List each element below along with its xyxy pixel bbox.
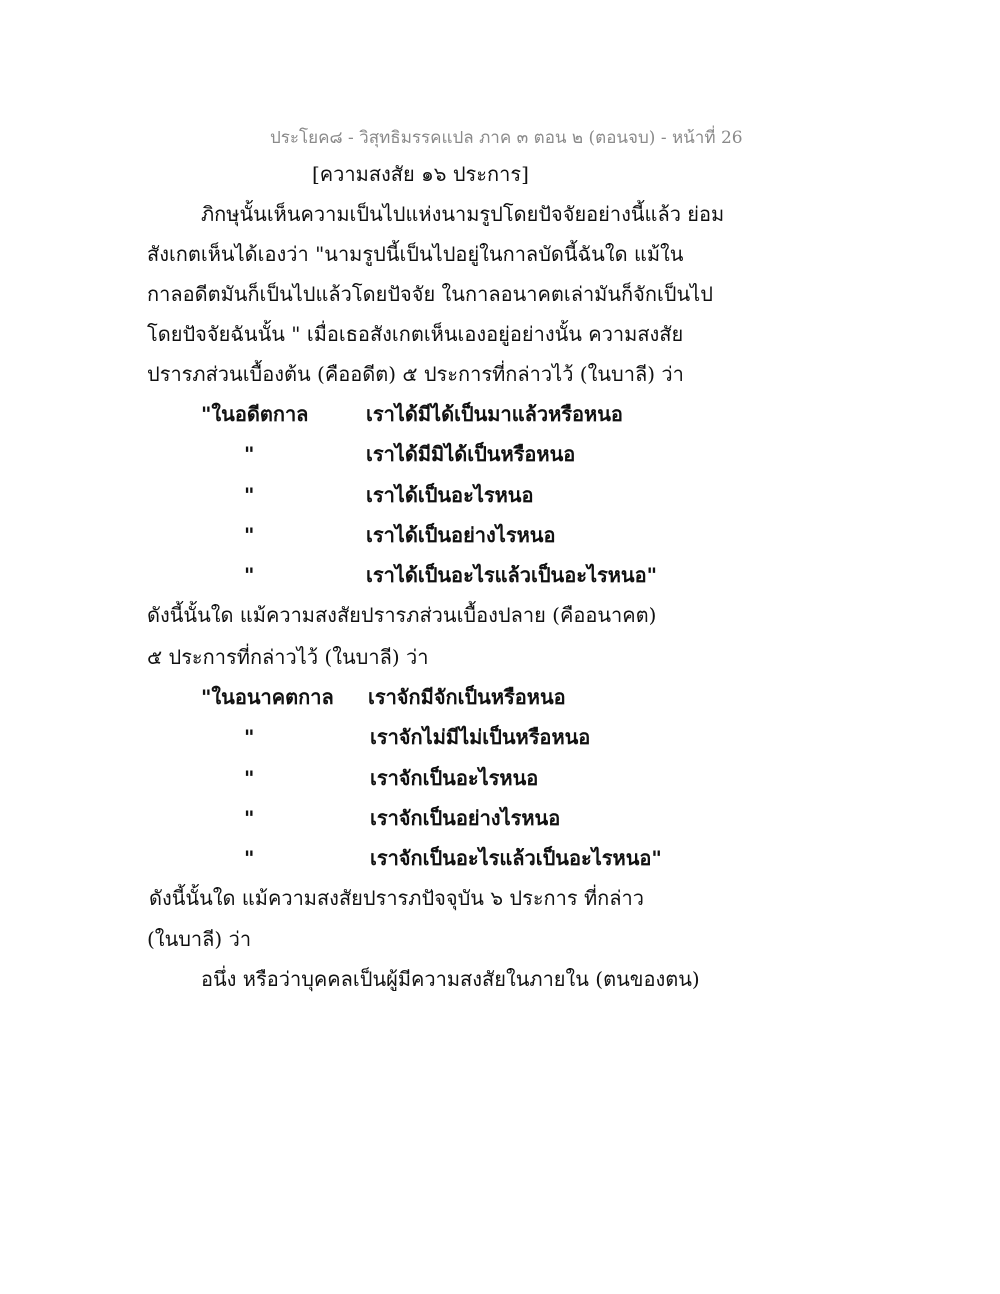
future-doubt-text: เราจักเป็นอย่างไรหนอ [370, 806, 561, 830]
future-doubt-label: "ในอนาคตกาล [201, 685, 334, 709]
future-doubt-label: " [244, 846, 255, 870]
paragraph-4-line-1: อนึ่ง หรือว่าบุคคลเป็นผู้มีความสงสัยในภายใน (ตนของตน) [201, 967, 700, 991]
past-doubt-text: เราได้เป็นอย่างไรหนอ [366, 523, 556, 547]
future-doubt-label: " [244, 766, 255, 790]
past-doubt-label: " [244, 563, 255, 587]
past-doubt-text: เราได้เป็นอะไรหนอ [366, 483, 534, 507]
section-title: [ความสงสัย ๑๖ ประการ] [312, 162, 529, 186]
past-doubt-text: เราได้มีได้เป็นมาแล้วหรือหนอ [366, 402, 623, 426]
paragraph-1-line-5: ปรารภส่วนเบื้องต้น (คืออดีต) ๕ ประการที่กล่าวไว้ (ในบาลี) ว่า [147, 362, 684, 386]
paragraph-3-line-2: (ในบาลี) ว่า [147, 927, 252, 951]
paragraph-2-line-2: ๕ ประการที่กล่าวไว้ (ในบาลี) ว่า [147, 645, 429, 669]
past-doubt-label: "ในอดีตกาล [201, 402, 309, 426]
paragraph-1-line-3: กาลอดีตมันก็เป็นไปแล้วโดยปัจจัย ในกาลอนาคตเล่ามันก็จักเป็นไป [147, 282, 713, 306]
future-doubt-text: เราจักเป็นอะไรแล้วเป็นอะไรหนอ" [370, 846, 662, 870]
future-doubt-label: " [244, 806, 255, 830]
past-doubt-label: " [244, 442, 255, 466]
future-doubt-text: เราจักมีจักเป็นหรือหนอ [368, 685, 566, 709]
paragraph-1-line-2: สังเกตเห็นได้เองว่า "นามรูปนี้เป็นไปอยู่ในกาลบัดนี้ฉันใด แม้ใน [147, 242, 684, 266]
page-header: ประโยค๘ - วิสุทธิมรรคแปล ภาค ๓ ตอน ๒ (ตอนจบ) - หน้าที่ 26 [270, 128, 743, 148]
past-doubt-label: " [244, 483, 255, 507]
future-doubt-text: เราจักไม่มีไม่เป็นหรือหนอ [370, 725, 591, 749]
paragraph-3-line-1: ดังนี้นั้นใด แม้ความสงสัยปรารภปัจจุบัน ๖ ประการ ที่กล่าว [149, 886, 645, 910]
paragraph-2-line-1: ดังนี้นั้นใด แม้ความสงสัยปรารภส่วนเบื้องปลาย (คืออนาคต) [147, 603, 657, 627]
future-doubt-label: " [244, 725, 255, 749]
paragraph-1-line-4: โดยปัจจัยฉันนั้น " เมื่อเธอสังเกตเห็นเองอยู่อย่างนั้น ความสงสัย [147, 322, 684, 346]
past-doubt-label: " [244, 523, 255, 547]
future-doubt-text: เราจักเป็นอะไรหนอ [370, 766, 539, 790]
paragraph-1-line-1: ภิกษุนั้นเห็นความเป็นไปแห่งนามรูปโดยปัจจัยอย่างนี้แล้ว ย่อม [201, 202, 725, 226]
past-doubt-text: เราได้เป็นอะไรแล้วเป็นอะไรหนอ" [366, 563, 658, 587]
past-doubt-text: เราได้มีมิได้เป็นหรือหนอ [366, 442, 576, 466]
